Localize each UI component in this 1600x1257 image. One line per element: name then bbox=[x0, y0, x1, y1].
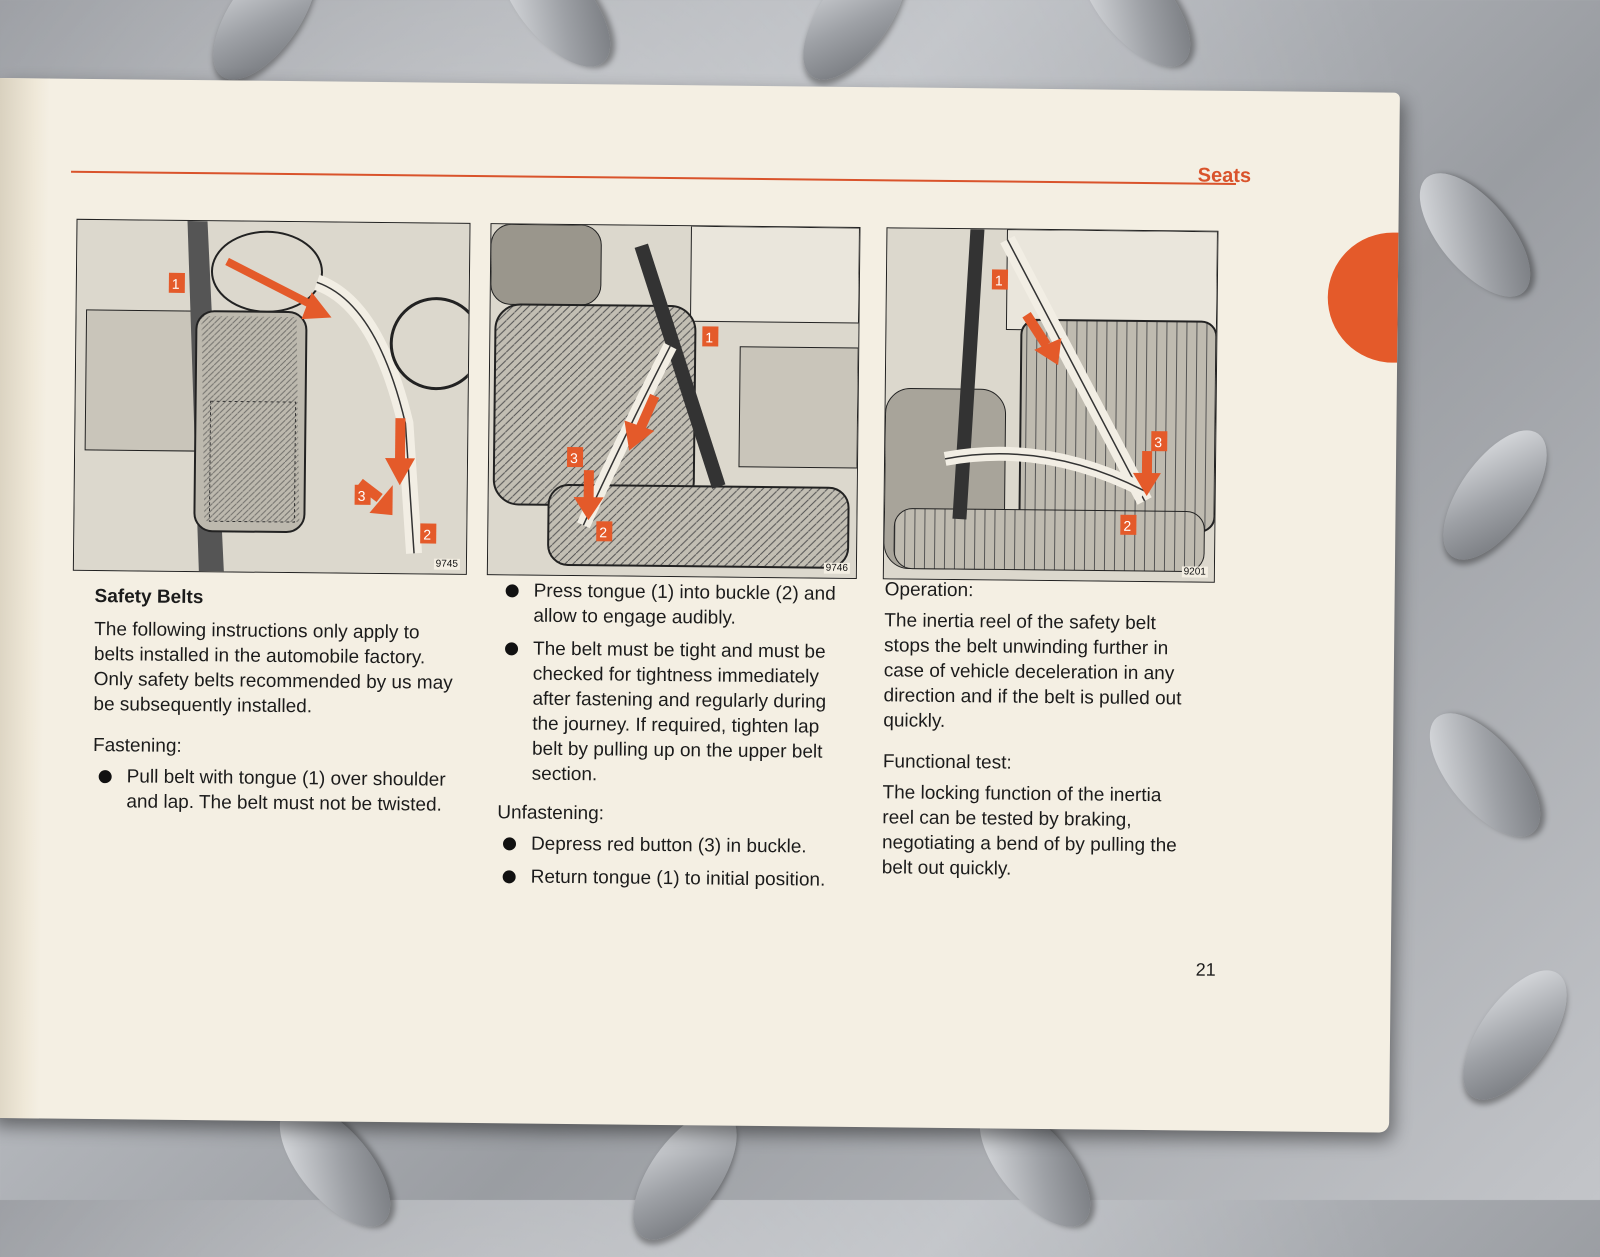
header-rule bbox=[71, 171, 1236, 185]
column-safety-belts bbox=[92, 584, 455, 832]
callout-3: 3 bbox=[569, 449, 578, 467]
safety-belts-heading: Safety Belts bbox=[94, 586, 204, 609]
plate-texture bbox=[1443, 953, 1586, 1116]
section-title: Seats bbox=[1197, 164, 1252, 188]
callout-1: 1 bbox=[994, 272, 1003, 289]
column-operation bbox=[881, 577, 1194, 899]
figure-inertia-reel bbox=[883, 227, 1219, 582]
seat-illustration bbox=[488, 224, 860, 578]
plate-texture bbox=[480, 0, 630, 85]
unfastening-heading: Unfastening: bbox=[497, 802, 605, 825]
callout-2: 2 bbox=[423, 526, 432, 543]
manual-page bbox=[0, 78, 1400, 1133]
plate-texture bbox=[1400, 155, 1550, 315]
seat-illustration bbox=[884, 228, 1218, 581]
figure-number: 9201 bbox=[1183, 566, 1206, 578]
list-item: Pull belt with tongue (1) over shoulder and lap. The belt must not be twisted. bbox=[92, 764, 453, 818]
list-item: The belt must be tight and must be checked for tightness immediately after fastening and regularly during the journey. If required, tighten lap belt by pulling up on the upper belt section. bbox=[498, 636, 840, 790]
fastening-heading: Fastening: bbox=[92, 735, 182, 757]
callout-2: 2 bbox=[1123, 517, 1132, 534]
unfastening-list bbox=[497, 831, 838, 893]
callout-1: 1 bbox=[705, 329, 714, 346]
callout-3: 3 bbox=[357, 487, 366, 504]
list-item: Depress red button (3) in buckle. bbox=[497, 831, 837, 860]
operation-text: The inertia reel of the safety belt stops the belt unwinding further in case of vehicle deceleration in any direction and if the belt is pulled out quickly. bbox=[883, 610, 1182, 732]
list-item: Press tongue (1) into buckle (2) and allow to engage audibly. bbox=[499, 578, 840, 632]
seat-illustration bbox=[74, 220, 470, 574]
operation-heading: Operation: bbox=[884, 579, 974, 602]
page-edge bbox=[0, 78, 50, 1118]
functional-test-heading: Functional test: bbox=[882, 751, 1012, 774]
callout-2: 2 bbox=[599, 524, 608, 541]
figure-belt-over-shoulder bbox=[73, 219, 471, 575]
column-fastening-continued bbox=[496, 578, 839, 907]
figure-number: 9745 bbox=[435, 558, 458, 570]
plate-texture bbox=[1060, 0, 1210, 85]
plate-texture bbox=[1423, 413, 1566, 576]
figure-belt-into-buckle bbox=[487, 223, 861, 579]
callout-3: 3 bbox=[1154, 434, 1163, 451]
figure-number: 9746 bbox=[825, 562, 848, 574]
plate-texture bbox=[1410, 695, 1560, 855]
plate-texture bbox=[783, 0, 926, 97]
page-number: 21 bbox=[1195, 959, 1216, 980]
fastening-list bbox=[92, 764, 453, 818]
thumb-index-tab bbox=[1327, 232, 1398, 363]
safety-belts-intro: The following instructions only apply to belts installed in the automobile factory. Only safety belts recommended by us may be subsequently installed. bbox=[93, 619, 453, 718]
callout-1: 1 bbox=[171, 275, 180, 292]
list-item: Return tongue (1) to initial position. bbox=[497, 864, 837, 893]
fastening-list-continued bbox=[498, 578, 840, 790]
functional-test-text: The locking function of the inertia reel can be tested by braking, negotiating a bend of by pulling the belt out quickly. bbox=[881, 782, 1177, 880]
